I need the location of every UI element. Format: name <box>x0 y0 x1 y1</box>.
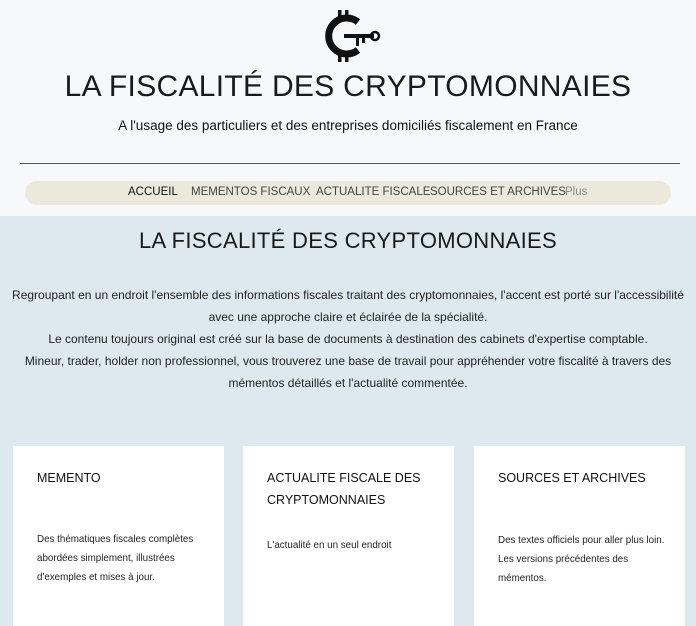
card-title[interactable]: SOURCES ET ARCHIVES <box>498 471 646 485</box>
site-title: LA FISCALITÉ DES CRYPTOMONNAIES <box>64 70 632 103</box>
intro-paragraph: Le contenu toujours original est créé sur la base de documents à destination des cabinets d'expertise comptable. <box>48 332 648 346</box>
main-nav <box>25 181 671 205</box>
intro-paragraph: Mineur, trader, holder non professionnel, vous trouverez une base de travail pour appréhender votre fiscalité à travers des mémentos détaillés et l'actualité commentée. <box>24 354 672 390</box>
nav-item-mementos-fiscaux[interactable]: MEMENTOS FISCAUX <box>191 186 311 198</box>
nav-item-actualite-fiscale[interactable]: ACTUALITE FISCALE <box>316 186 431 198</box>
nav-item-accueil[interactable]: ACCUEIL <box>128 186 178 198</box>
site-tagline: A l'usage des particuliers et des entreprises domiciliés fiscalement en France <box>118 118 578 133</box>
card-sources-et-archives[interactable] <box>474 446 685 626</box>
card-text-line: Des textes officiels pour aller plus loin. <box>498 535 665 546</box>
card-title[interactable]: ACTUALITE FISCALE DES CRYPTOMONNAIES <box>267 471 421 507</box>
card-actualite-fiscale[interactable] <box>243 446 454 626</box>
card-text-line: Les versions précédentes des mémentos. <box>498 554 629 584</box>
card-memento[interactable] <box>13 446 224 626</box>
card-title[interactable]: MEMENTO <box>37 471 101 485</box>
nav-item-sources-et-archives[interactable]: SOURCES ET ARCHIVES <box>430 186 566 198</box>
nav-item-more[interactable]: Plus <box>565 186 588 198</box>
header-divider <box>20 163 680 164</box>
crypto-c-key-logo[interactable] <box>318 8 382 64</box>
card-text <box>267 536 439 555</box>
card-text <box>498 531 670 588</box>
card-text <box>37 530 209 587</box>
site-header <box>0 0 696 216</box>
intro-paragraph: Regroupant en un endroit l'ensemble des informations fiscales traitant des cryptomonnaies, l'accent est porté sur l'accessibilité avec une approche claire et éclairée de la spécialité. <box>12 288 684 324</box>
card-text-line: Des thématiques fiscales complètes abordées simplement, illustrées d'exemples et mises à jour. <box>37 534 194 583</box>
page-title: LA FISCALITÉ DES CRYPTOMONNAIES <box>138 228 558 253</box>
card-text-line: L'actualité en un seul endroit <box>267 540 392 551</box>
intro-text <box>10 284 686 394</box>
